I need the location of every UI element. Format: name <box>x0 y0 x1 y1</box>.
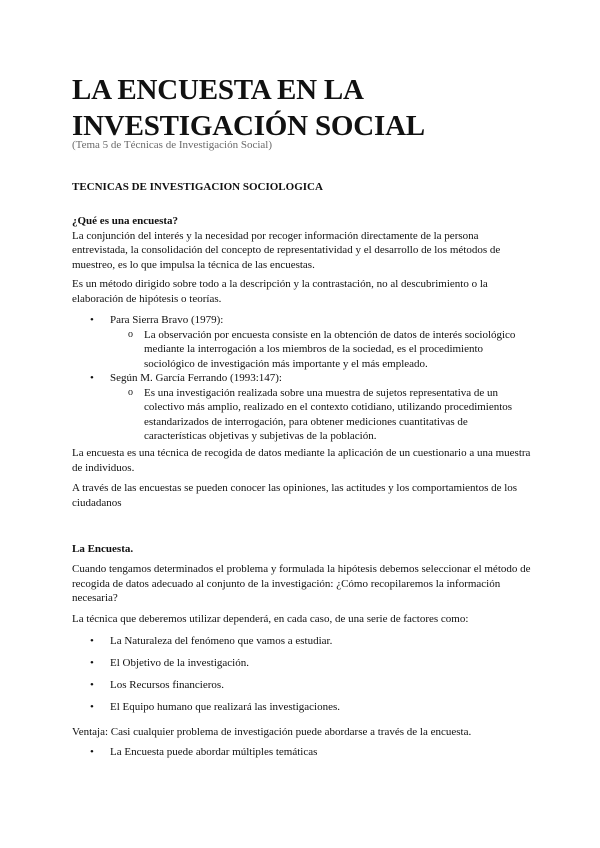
bullet-text: Según M. García Ferrando (1993:147): <box>110 372 282 384</box>
what-is-survey-block <box>72 214 532 272</box>
list-item <box>72 700 532 722</box>
factors-intro: La técnica que deberemos utilizar dependerá, en cada caso, de una serie de factores como: <box>72 613 469 625</box>
sub-bullet-icon: o <box>128 386 133 398</box>
document-title <box>72 72 542 144</box>
opinions-paragraph: A través de las encuestas se pueden conocer las opiniones, las actitudes y los comportamientos de los ciudadanos <box>72 482 518 509</box>
factor-text: Los Recursos financieros. <box>110 679 224 691</box>
bullet-icon: • <box>90 701 94 713</box>
selection-paragraph: Cuando tengamos determinados el problema y formulada la hipótesis debemos seleccionar el método de recogida de datos adecuado al conjunto de la investigación: ¿Cómo recopilaremos la información necesaria? <box>72 563 531 604</box>
bullet-text: Para Sierra Bravo (1979): <box>110 314 224 326</box>
encuesta-heading: La Encuesta. <box>72 543 134 555</box>
sub-bullet-text: Es una investigación realizada sobre una muestra de sujetos representativa de un colectivo más amplio, realizado en el contexto cotidiano, utilizando procedimientos estandarizados de interrogación, para obtener mediciones cuantitativas de características objetivas y subjetivas de la población. <box>144 386 513 442</box>
definitions-list <box>72 313 532 444</box>
bullet-icon: • <box>90 679 94 691</box>
list-item <box>72 634 532 656</box>
advantage-text: La Encuesta puede abordar múltiples temáticas <box>110 746 318 758</box>
advantage-list <box>72 745 532 760</box>
factor-text: La Naturaleza del fenómeno que vamos a estudiar. <box>110 635 333 647</box>
list-item <box>72 656 532 678</box>
method-paragraph: Es un método dirigido sobre todo a la descripción y la contrastación, no al descubrimiento o la elaboración de hipótesis o teorías. <box>72 278 488 305</box>
title-line-2: INVESTIGACIÓN SOCIAL <box>72 110 425 142</box>
definition-paragraph: La encuesta es una técnica de recogida de datos mediante la aplicación de un cuestionario a una muestra de individuos. <box>72 447 531 474</box>
list-item <box>72 313 532 328</box>
section-heading: TECNICAS DE INVESTIGACION SOCIOLOGICA <box>72 181 323 193</box>
bullet-icon: • <box>90 746 94 758</box>
sub-bullet-text: La observación por encuesta consiste en la obtención de datos de interés sociológico mediante la interrogación a los miembros de la sociedad, es el procedimiento sociológico de investigación más importante y el más empleado. <box>144 328 516 370</box>
bullet-icon: • <box>90 657 94 669</box>
list-item <box>72 328 532 372</box>
list-item <box>72 371 532 386</box>
list-item <box>72 745 532 760</box>
sub-bullet-icon: o <box>128 328 133 340</box>
bullet-icon: • <box>90 314 94 326</box>
bullet-icon: • <box>90 372 94 384</box>
factor-text: El Objetivo de la investigación. <box>110 657 249 669</box>
factors-list <box>72 634 532 722</box>
question-heading: ¿Qué es una encuesta? <box>72 215 179 227</box>
factor-text: El Equipo humano que realizará las investigaciones. <box>110 701 341 713</box>
intro-paragraph: La conjunción del interés y la necesidad por recoger información directamente de la persona entrevistada, la consolidación del concepto de representatividad y el desarrollo de los métodos de muestreo, es lo que impulsa la técnica de las encuestas. <box>72 229 501 271</box>
document-subtitle: (Tema 5 de Técnicas de Investigación Social) <box>72 139 273 151</box>
list-item <box>72 678 532 700</box>
advantage-paragraph: Ventaja: Casi cualquier problema de investigación puede abordarse a través de la encuesta. <box>72 726 472 738</box>
bullet-icon: • <box>90 635 94 647</box>
title-line-1: LA ENCUESTA EN LA <box>72 74 364 106</box>
list-item <box>72 386 532 444</box>
